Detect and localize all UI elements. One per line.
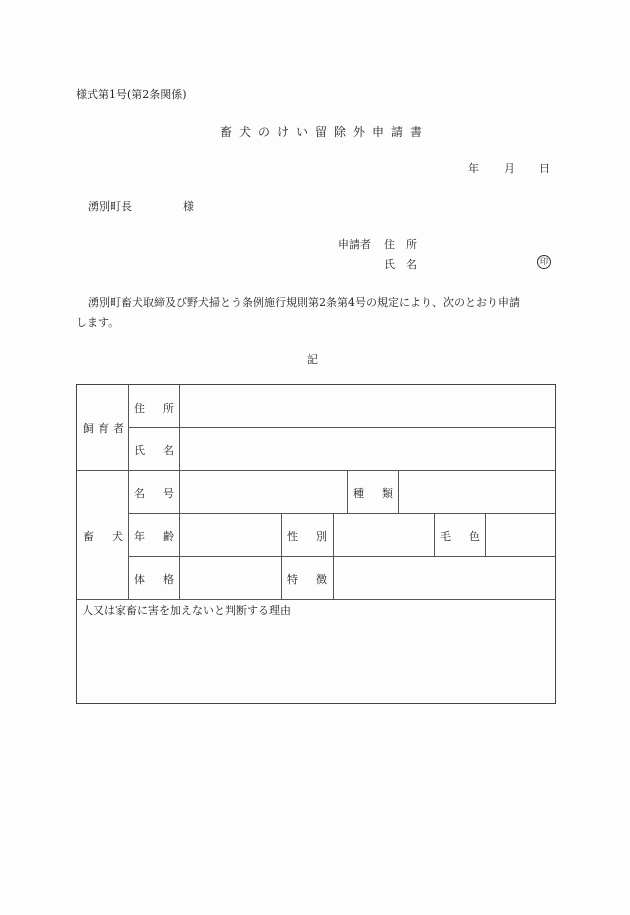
applicant-address-label: 住 所 [384, 238, 417, 251]
owner-name-label: 氏 名 [134, 444, 174, 457]
dog-name-label: 名 号 [134, 487, 174, 500]
coat-color-label: 毛 色 [440, 530, 480, 543]
applicant-name-label: 氏 名 [384, 258, 417, 271]
age-field[interactable] [180, 514, 281, 556]
applicant-label: 申請者 [338, 238, 371, 251]
date-month: 月 [504, 162, 515, 175]
owner-address-label: 住 所 [134, 402, 174, 415]
form-number: 様式第1号(第2条関係) [76, 88, 187, 101]
features-field[interactable] [334, 557, 556, 599]
coat-color-field[interactable] [486, 514, 556, 556]
dog-group-label: 畜 犬 [83, 530, 123, 543]
owner-name-field[interactable] [180, 428, 556, 470]
age-label: 年 齢 [134, 530, 174, 543]
build-field[interactable] [180, 557, 281, 599]
owner-address-field[interactable] [180, 385, 556, 427]
date-year: 年 [468, 162, 479, 175]
reason-label: 人又は家畜に害を加えないと判断する理由 [82, 604, 291, 617]
body-text-line1: 湧別町畜犬取締及び野犬掃とう条例施行規則第2条第4号の規定により、次のとおり申請 [88, 296, 520, 309]
features-label: 特 徴 [287, 573, 327, 586]
application-table [76, 384, 556, 704]
body-text-line2: します。 [76, 316, 120, 329]
addressee-honorific: 様 [183, 200, 194, 213]
seal-mark: 印 [537, 255, 551, 269]
reason-field[interactable] [77, 617, 556, 703]
addressee-name: 湧別町長 [88, 200, 132, 213]
breed-label: 種 類 [353, 487, 393, 500]
owner-group-label: 飼育者 [83, 422, 128, 435]
form-title: 畜犬のけい留除外申請書 [220, 125, 430, 139]
sex-label: 性 別 [287, 530, 327, 543]
sex-field[interactable] [334, 514, 434, 556]
build-label: 体 格 [134, 573, 174, 586]
dog-name-field[interactable] [180, 471, 347, 513]
date-day: 日 [539, 162, 550, 175]
ki-heading: 記 [307, 353, 318, 366]
breed-field[interactable] [399, 471, 556, 513]
